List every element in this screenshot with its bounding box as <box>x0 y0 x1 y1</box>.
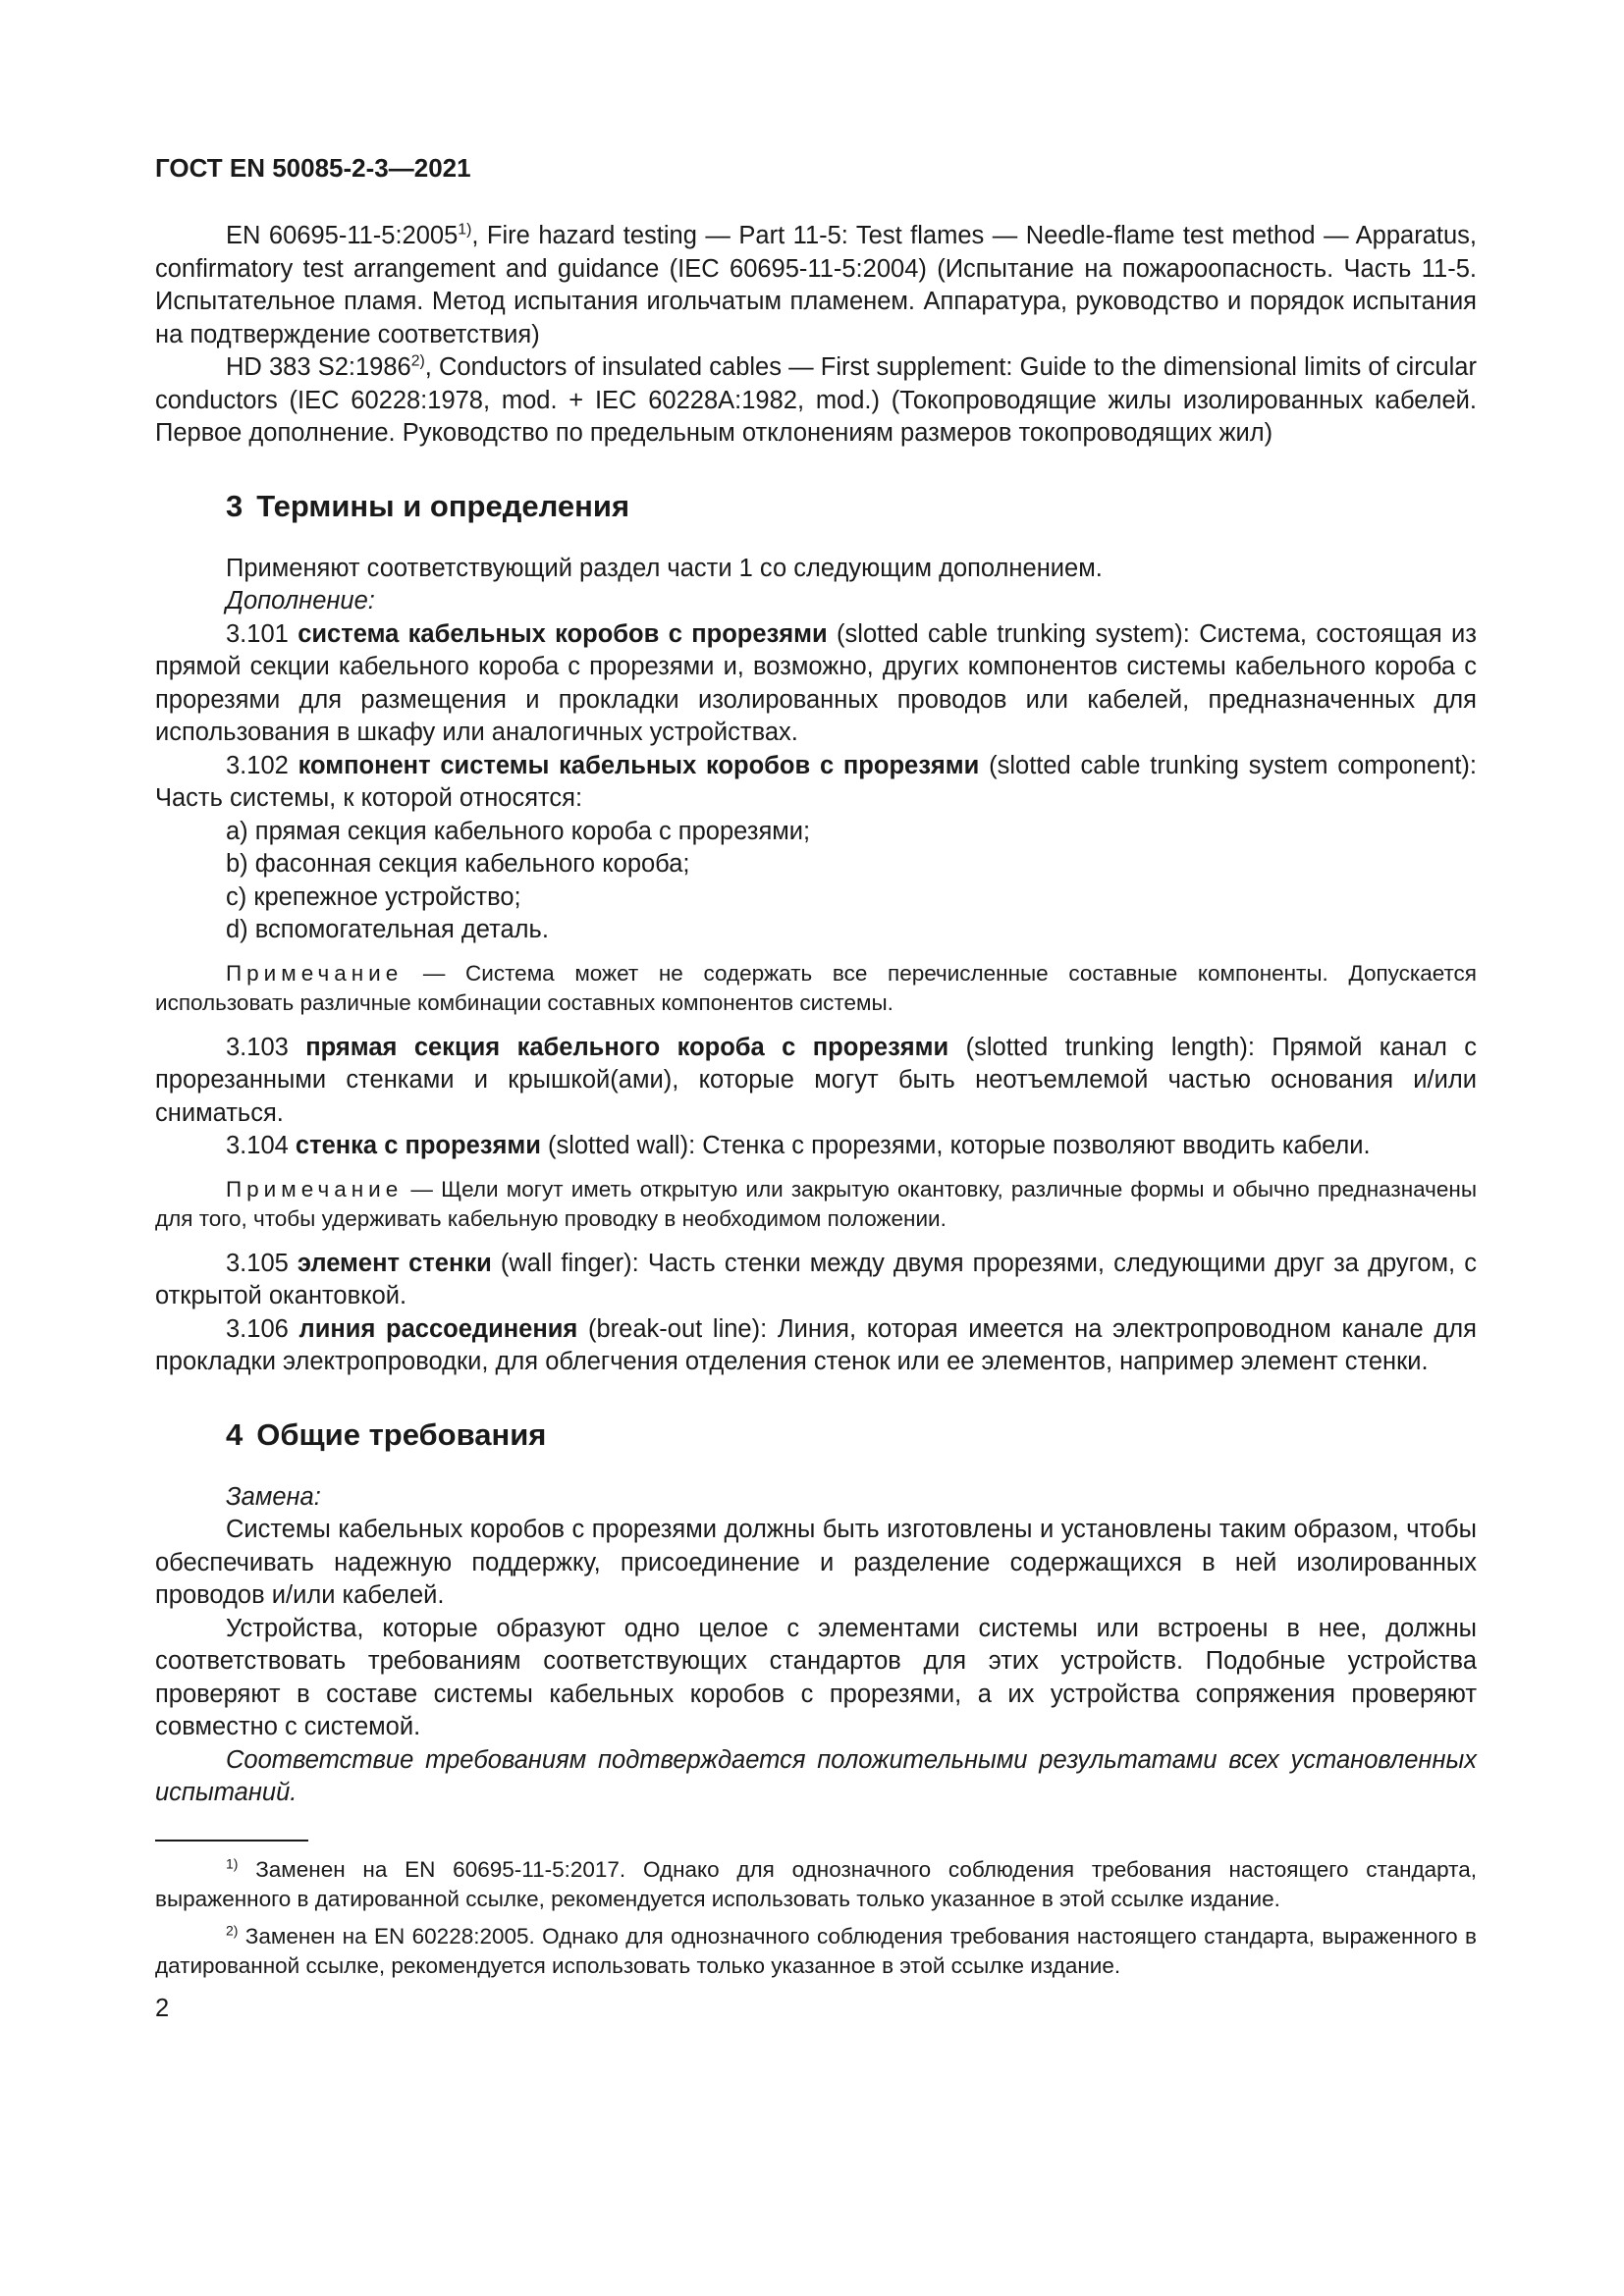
term-number: 3.102 <box>226 751 289 779</box>
note-label: Примечание <box>226 1176 404 1201</box>
footnote-1 <box>155 1855 1477 1914</box>
term-3-106 <box>155 1313 1477 1379</box>
section-number: 4 <box>226 1416 244 1452</box>
note-1 <box>155 959 1477 1018</box>
term-number: 3.104 <box>226 1132 289 1159</box>
addition-label: Дополнение: <box>226 587 375 614</box>
list-item: d) вспомогательная деталь. <box>226 916 549 943</box>
list-item: a) прямая секция кабельного короба с прорезями; <box>226 817 811 845</box>
section-number: 3 <box>226 488 244 523</box>
reference-text: , Conductors of insulated cables — First supplement: Guide to the dimensional limits of circular conductors (IEC 60228:1978, mod. + IEC 60228A:1982, mod.) (Токопроводящие жилы изолированных кабелей. Первое дополнение. Руководство по предельным отклонениям размеров токопроводящих жил) <box>155 353 1477 447</box>
term-3-101 <box>155 618 1477 750</box>
footnote-mark: 2) <box>226 1922 239 1938</box>
document-header: ГОСТ EN 50085-2-3—2021 <box>155 153 471 183</box>
term-definition: (slotted trunking length): Прямой канал с прорезанными стенками и крышкой(ами), которые могут быть неотъемлемой частью основания и/или сниматься. <box>155 1033 1478 1127</box>
section-title: Термины и определения <box>256 488 630 523</box>
footnote-ref-1: 1) <box>458 221 472 239</box>
term-name: компонент системы кабельных коробов с прорезями <box>298 751 980 779</box>
section-4-paragraph: Системы кабельных коробов с прорезями должны быть изготовлены и установлены таким образом, чтобы обеспечивать надежную поддержку, присоединение и разделение содержащихся в ней изолированных проводов и/или кабелей. <box>155 1516 1477 1609</box>
section-4-heading <box>226 1416 1477 1454</box>
footnote-mark: 1) <box>226 1855 239 1871</box>
section-4-paragraph: Устройства, которые образуют одно целое с элементами системы или встроены в нее, должны соответствовать требованиям соответствующих стандартов для этих устройств. Подобные устройства проверяют в составе системы кабельных коробов с прорезями, а их устройства сопряжения проверяют совместно с системой. <box>155 1614 1477 1740</box>
list-item: b) фасонная секция кабельного короба; <box>226 850 690 878</box>
term-name: система кабельных коробов с прорезями <box>298 619 828 648</box>
note-2 <box>155 1175 1477 1234</box>
reference-text: , Fire hazard testing — Part 11-5: Test flames — Needle-flame test method — Apparatus, confirmatory test arrangement and guidance (IEC 60695-11-5:2004) (Испытание на пожароопасность. Часть 11-5. Испытательное пламя. Метод испытания игольчатым пламенем. Аппаратура, руководство и порядок испытания на подтверждение соответствия) <box>155 222 1477 348</box>
term-definition: (slotted cable trunking system component): Часть системы, к которой относятся: <box>155 751 1477 812</box>
term-name: линия рассоединения <box>298 1314 578 1343</box>
section-3-heading <box>226 488 1477 525</box>
note-label: Примечание <box>226 960 404 986</box>
term-3-105 <box>155 1248 1477 1313</box>
footnote-text: Заменен на EN 60228:2005. Однако для однозначного соблюдения требования настоящего стандарта, выраженного в датированной ссылке, рекомендуется использовать только указанное в этой ссылке издание. <box>155 1923 1477 1978</box>
term-name: элемент стенки <box>297 1249 492 1277</box>
term-definition: (slotted wall): Стенка с прорезями, которые позволяют вводить кабели. <box>540 1132 1371 1159</box>
section-title: Общие требования <box>256 1416 547 1452</box>
term-3-103 <box>155 1032 1477 1131</box>
term-definition: (break-out line): Линия, которая имеется на электропроводном канале для прокладки электропроводки, для облегчения отделения стенок или ее элементов, например элемент стенки. <box>155 1314 1477 1375</box>
section-3-intro: Применяют соответствующий раздел части 1 со следующим дополнением. <box>226 554 1103 582</box>
reference-code: EN 60695-11-5:2005 <box>226 222 459 249</box>
term-3-102 <box>155 750 1477 816</box>
reference-hd-383 <box>155 351 1477 451</box>
term-number: 3.106 <box>226 1314 289 1343</box>
reference-code: HD 383 S2:1986 <box>226 353 411 381</box>
term-definition: (slotted cable trunking system): Система, состоящая из прямой секции кабельного короба с прорезями и, возможно, других компонентов системы кабельного короба с прорезями для размещения и прокладки изолированных проводов или кабелей, предназначенных для использования в шкафу или аналогичных устройствах. <box>155 619 1477 746</box>
reference-en-60695 <box>155 220 1477 351</box>
footnote-text: Заменен на EN 60695-11-5:2017. Однако для однозначного соблюдения требования настоящего стандарта, выраженного в датированной ссылке, рекомендуется использовать только указанное в этой ссылке издание. <box>155 1856 1477 1911</box>
page-content <box>155 139 1477 2023</box>
term-number: 3.103 <box>226 1033 289 1061</box>
footnote-2 <box>155 1922 1477 1981</box>
note-text: — Система может не содержать все перечисленные составные компоненты. Допускается использовать различные комбинации составных компонентов системы. <box>155 960 1477 1015</box>
term-number: 3.101 <box>226 619 289 648</box>
page-number: 2 <box>155 1994 170 2022</box>
term-3-104 <box>155 1130 1477 1163</box>
term-number: 3.105 <box>226 1249 289 1277</box>
term-name: прямая секция кабельного короба с прорезями <box>305 1033 949 1061</box>
footnote-divider <box>155 1840 308 1842</box>
list-item: c) крепежное устройство; <box>226 882 521 911</box>
note-text: — Щели могут иметь открытую или закрытую окантовку, различные формы и обычно предназначены для того, чтобы удерживать кабельную проводку в необходимом положении. <box>155 1176 1477 1231</box>
term-definition: (wall finger): Часть стенки между двумя прорезями, следующими друг за другом, с открытой окантовкой. <box>155 1249 1477 1309</box>
footnote-ref-2: 2) <box>410 352 425 370</box>
replacement-label: Замена: <box>226 1482 321 1511</box>
term-name: стенка с прорезями <box>295 1132 541 1159</box>
section-4-compliance: Соответствие требованиям подтверждается положительными результатами всех установленных испытаний. <box>155 1745 1477 1806</box>
